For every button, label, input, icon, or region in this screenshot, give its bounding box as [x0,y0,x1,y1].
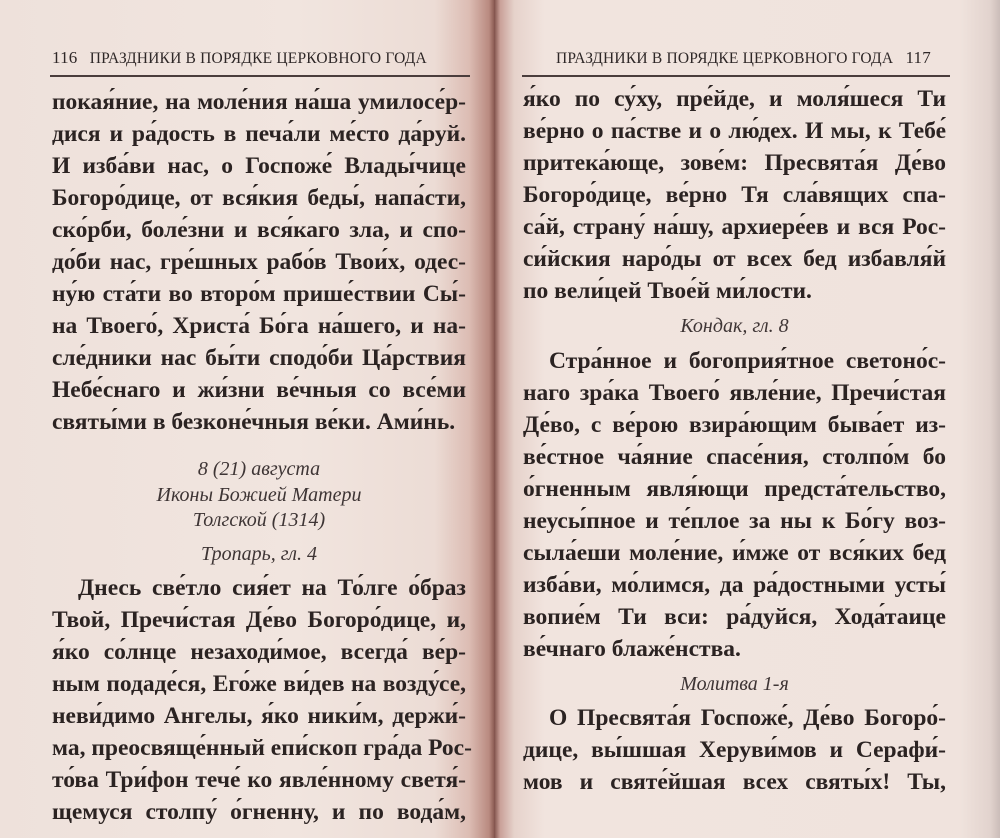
text-line: мов и святе́йшая всех святы́х! Ты, [523,769,946,795]
text-line: ным подаде́ся, Его́же ви́дев на возду́се, [52,671,466,697]
text-line: са́й, страну́ на́шу, архиере́ев и вся Рос- [523,214,946,240]
page-body [52,86,472,828]
section-subheading [52,542,466,568]
text-line: Богоро́дице, от вся́кия беды́, напа́сти, [52,185,466,211]
feast-heading [52,457,466,534]
heading-line: Иконы Божией Матери [156,483,362,506]
text-line: И изба́ви нас, о Госпоже́ Влады́чице [52,153,466,179]
paragraph [523,83,946,307]
text-line: Стра́нное и богоприя́тное светоно́с- [549,347,946,374]
heading-line: Тропарь, гл. 4 [201,542,317,565]
right-page [494,0,1000,838]
page-number: 117 [905,48,931,67]
text-line: наго зра́ка Твоего́ явле́ние, Пречи́стая [523,379,946,406]
section-subheading [523,672,946,698]
text-line: неусы́пное и те́плое за ны к Бо́гу воз- [523,507,946,534]
text-line: я́ко со́лнце незаходи́мое, всегда́ ве́р- [52,639,466,665]
text-line: о́гненным явля́ющи предста́тельство, [523,475,946,502]
paragraph [52,86,466,438]
text-line: изба́ви, мо́лимся, да ра́достными усты́ [523,571,946,598]
text-line: притека́юще, зове́м: Пресвята́я Де́во [523,150,946,176]
running-head-title: ПРАЗДНИКИ В ПОРЯДКЕ ЦЕРКОВНОГО ГОДА [556,50,894,67]
text-line: ве́чнаго блаже́нства. [523,635,741,662]
text-line: по вели́цей Твое́й ми́лости. [523,278,812,304]
heading-line: 8 (21) августа [197,458,321,480]
paragraph [523,702,946,798]
running-header [52,48,427,68]
section-subheading [523,314,946,340]
paragraph [523,345,946,665]
text-line: ско́рби, боле́зни и вся́каго зла, и спо- [52,217,466,243]
text-line: ма, преосвяще́нный епи́скоп гра́да Рос- [52,735,472,761]
text-line: Небе́снаго и жи́зни ве́чныя со все́ми [52,377,466,403]
text-line: то́ва Три́фон тече́ ко явле́нному светя́- [52,767,466,793]
text-line: Твой, Пречи́стая Де́во Богоро́дице, и, [52,607,466,633]
text-line: дице, вы́шшая Херуви́мов и Серафи́- [523,737,946,763]
text-line: вопие́м Ти вси: ра́дуйся, Хода́таице [523,603,946,630]
text-line: я́ко по су́ху, пре́йде, и моля́шеся Ти [523,86,946,112]
header-rule [522,75,950,77]
text-line: си́йския наро́ды от всех бед избавля́й [523,246,946,272]
text-line: Днесь све́тло сия́ет на То́лге о́браз [78,575,466,601]
heading-line: Молитва 1-я [680,672,789,695]
text-line: щемуся столпу́ о́гненну, и по вода́м, [52,799,466,825]
text-line: покая́ние, на моле́ния на́ша умилосе́р- [52,89,466,115]
text-line: на Твоего́, Христа́ Бо́га на́шего, и на- [52,313,466,339]
running-head-title: ПРАЗДНИКИ В ПОРЯДКЕ ЦЕРКОВНОГО ГОДА [89,50,427,67]
header-rule [50,75,470,77]
text-line: Де́во, с ве́рою взира́ющим быва́ет из- [523,411,946,438]
text-line: неви́димо Ангелы, я́ко ники́м, держи́- [52,703,466,729]
heading-line: Кондак, гл. 8 [680,315,789,337]
running-header [556,48,931,68]
left-page [0,0,494,838]
text-line: до́би нас, гре́шных рабо́в Твои́х, одес- [52,249,466,275]
text-line: дися и ра́дость в печа́ли ме́сто да́руй. [52,121,466,147]
heading-line: Толгской (1314) [192,509,326,531]
text-line: О Пресвята́я Госпоже́, Де́во Богоро́- [549,705,946,731]
page-body [523,83,946,798]
paragraph [52,572,472,828]
text-line: Богоро́дице, ве́рно Тя сла́вящих спа- [523,182,946,208]
text-line: ну́ю ста́ти во второ́м прише́ствии Сы́- [52,281,466,307]
text-line: ве́рно о па́стве и о лю́дех. И мы, к Тебе́ [523,118,946,144]
text-line: святы́ми в безконе́чныя ве́ки. Ами́нь. [52,409,456,435]
text-line: сле́дники нас бы́ти сподо́би Ца́рствия [52,345,466,371]
text-line: ве́стное ча́яние спасе́ния, столпо́м бо [523,443,946,470]
text-line: сыла́еши моле́ние, и́мже от вся́ких бед [523,539,946,566]
page-number: 116 [52,48,78,67]
